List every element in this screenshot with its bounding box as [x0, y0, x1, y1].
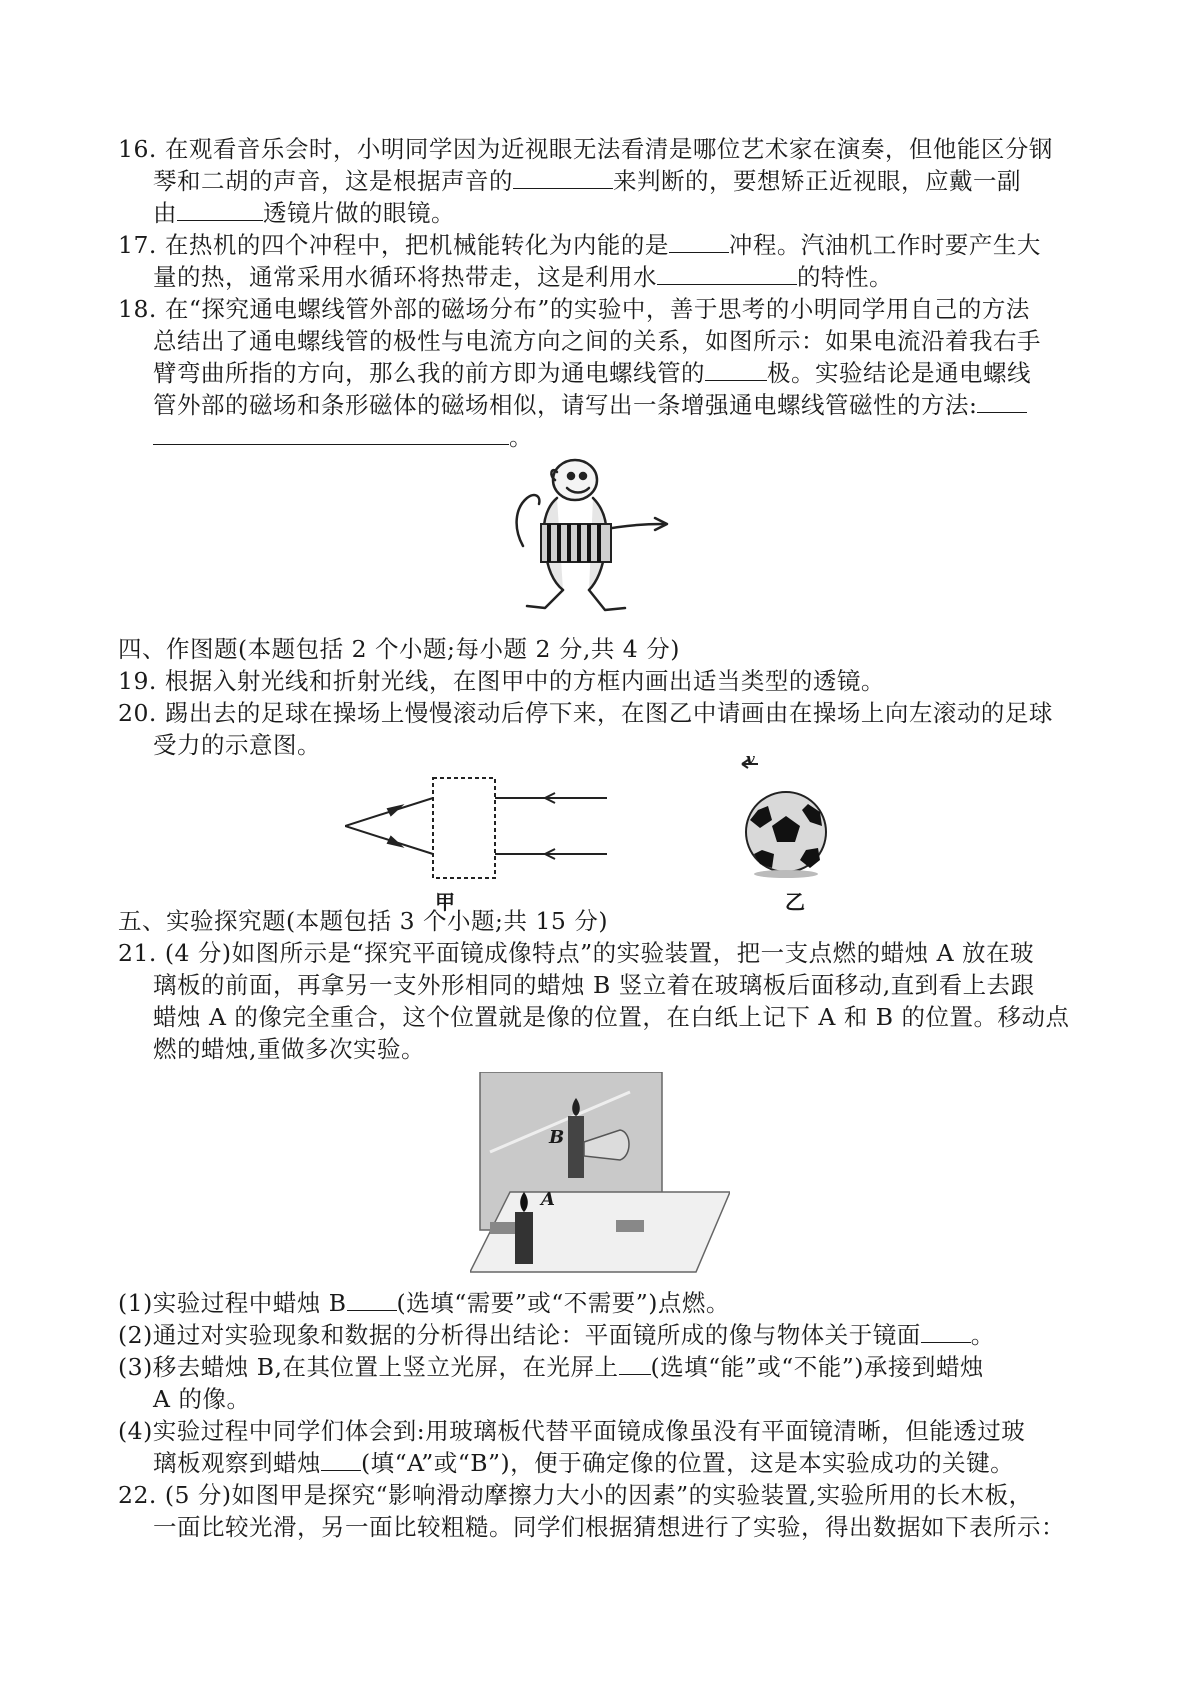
q21-line1: 21. (4 分)如图所示是“探究平面镜成像特点”的实验装置，把一支点燃的蜡烛 A 放在玻 [118, 939, 1035, 967]
q17-text: 17. 在热机的四个冲程中，把机械能转化为内能的是 [118, 231, 669, 259]
q16-text: 来判断的，要想矫正近视眼，应戴一副 [613, 167, 1021, 195]
q18-text: 极。实验结论是通电螺线 [767, 359, 1031, 387]
q16-text: 琴和二胡的声音，这是根据声音的 [153, 167, 513, 195]
q21-line3: 蜡烛 A 的像完全重合，这个位置就是像的位置，在白纸上记下 A 和 B 的位置。移动点 [153, 1003, 1070, 1031]
q18-line4 [153, 389, 1027, 421]
q21-sub-text: (3)移去蜡烛 B,在其位置上竖立光屏，在光屏上 [118, 1353, 619, 1381]
answer-blank[interactable] [321, 1448, 361, 1471]
q18-line3 [153, 357, 1031, 389]
q16-line2 [153, 165, 1021, 197]
q18-text: 管外部的磁场和条形磁体的磁场相似，请写出一条增强通电螺线管磁性的方法: [153, 391, 978, 419]
q21-sub-text: (选填“能”或“不能”)承接到蜡烛 [650, 1353, 984, 1381]
q16-text: 由 [153, 199, 177, 227]
q21-sub3 [118, 1351, 984, 1383]
lens-ray-figure [345, 770, 615, 900]
answer-blank[interactable] [705, 358, 767, 381]
q21-sub-text: (选填“需要”或“不需要”)点燃。 [396, 1289, 730, 1317]
q21-sub-text: (2)通过对实验现象和数据的分析得出结论：平面镜所成的像与物体关于镜面 [118, 1321, 921, 1349]
figure-jia-caption: 甲 [435, 890, 455, 914]
q21-sub3-cont: A 的像。 [153, 1385, 251, 1413]
answer-blank[interactable] [977, 390, 1027, 413]
q20-line1: 20. 踢出去的足球在操场上慢慢滚动后停下来，在图乙中请画由在操场上向左滚动的足球 [118, 699, 1053, 727]
q18-text: 臂弯曲所指的方向，那么我的前方即为通电螺线管的 [153, 359, 705, 387]
q17-text: 冲程。汽油机工作时要产生大 [728, 231, 1041, 259]
q22-line2: 一面比较光滑，另一面比较粗糙。同学们根据猜想进行了实验，得出数据如下表所示： [153, 1513, 1065, 1541]
q17-line1 [118, 229, 1041, 261]
q21-sub4-cont [153, 1447, 1014, 1479]
q18-text: 。 [509, 423, 533, 451]
answer-blank[interactable] [619, 1352, 651, 1375]
solenoid-monkey-figure [505, 458, 685, 628]
q16-line3 [153, 197, 455, 229]
answer-blank[interactable] [177, 198, 263, 221]
q17-text: 的特性。 [797, 263, 893, 291]
answer-blank[interactable] [657, 262, 797, 285]
q21-sub-text: 。 [970, 1321, 995, 1349]
q19-text: 19. 根据入射光线和折射光线，在图甲中的方框内画出适当类型的透镜。 [118, 667, 885, 695]
q21-sub-text: (1)实验过程中蜡烛 B [118, 1289, 347, 1317]
answer-blank[interactable] [921, 1320, 971, 1343]
q17-line2 [153, 261, 893, 293]
q16-text: 透镜片做的眼镜。 [263, 199, 455, 227]
section-4-title: 四、作图题(本题包括 2 个小题;每小题 2 分,共 4 分) [118, 635, 680, 663]
q21-sub-text: 璃板观察到蜡烛 [153, 1449, 321, 1477]
q17-text: 量的热，通常采用水循环将热带走，这是利用水 [153, 263, 657, 291]
figure-yi-caption: 乙 [785, 890, 805, 914]
soccer-ball-figure [728, 750, 838, 880]
q21-sub-text: (填“A”或“B”)，便于确定像的位置，这是本实验成功的关键。 [361, 1449, 1015, 1477]
candle-a-label: A [541, 1189, 556, 1210]
q20-line2: 受力的示意图。 [153, 731, 321, 759]
velocity-label: v [746, 750, 756, 768]
q21-line4: 燃的蜡烛,重做多次实验。 [153, 1035, 425, 1063]
answer-blank[interactable] [347, 1288, 397, 1311]
q21-sub2 [118, 1319, 995, 1351]
plane-mirror-experiment-figure [470, 1072, 730, 1277]
answer-blank[interactable] [669, 230, 729, 253]
q18-line2: 总结出了通电螺线管的极性与电流方向之间的关系，如图所示：如果电流沿着我右手 [153, 327, 1041, 355]
q22-line1: 22. (5 分)如图甲是探究“影响滑动摩擦力大小的因素”的实验装置,实验所用的长木板， [118, 1481, 1033, 1509]
q21-line2: 璃板的前面，再拿另一支外形相同的蜡烛 B 竖立着在玻璃板后面移动,直到看上去跟 [153, 971, 1035, 999]
q21-sub4: (4)实验过程中同学们体会到:用玻璃板代替平面镜成像虽没有平面镜清晰，但能透过玻 [118, 1417, 1026, 1445]
q18-line1: 18. 在“探究通电螺线管外部的磁场分布”的实验中，善于思考的小明同学用自己的方法 [118, 295, 1030, 323]
section-5-title: 五、实验探究题(本题包括 3 个小题;共 15 分) [118, 907, 608, 935]
q16-line1: 16. 在观看音乐会时，小明同学因为近视眼无法看清是哪位艺术家在演奏，但他能区分钢 [118, 135, 1053, 163]
answer-blank[interactable] [153, 422, 509, 445]
q21-sub1 [118, 1287, 730, 1319]
candle-b-label: B [549, 1127, 565, 1148]
q18-line5 [153, 421, 533, 453]
answer-blank[interactable] [513, 166, 613, 189]
